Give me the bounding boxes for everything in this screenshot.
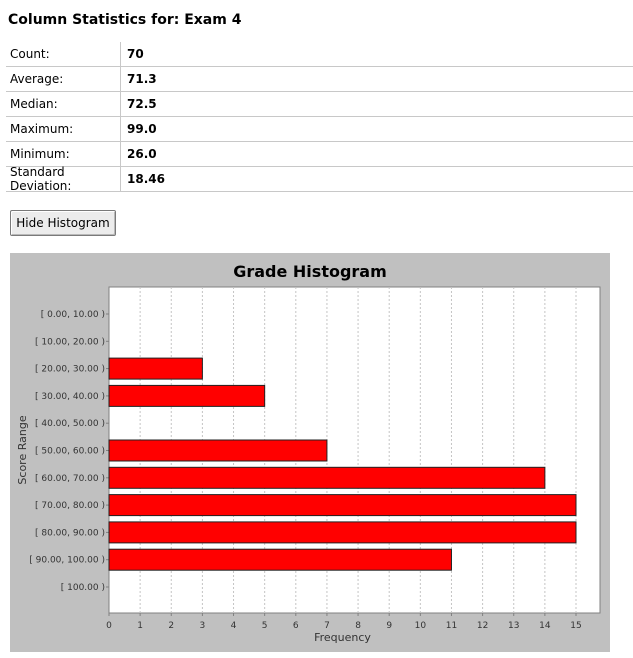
stats-value: 72.5 bbox=[127, 97, 157, 111]
stats-label: Maximum: bbox=[6, 117, 121, 141]
histogram-bar bbox=[109, 495, 576, 516]
chart-title: Grade Histogram bbox=[233, 262, 387, 281]
y-category-label: [ 50.00, 60.00 ) bbox=[35, 446, 105, 457]
histogram-bar bbox=[109, 440, 327, 461]
histogram-bar bbox=[109, 549, 451, 570]
x-tick-label: 4 bbox=[230, 621, 237, 631]
x-tick-label: 1 bbox=[137, 621, 144, 631]
histogram-bar bbox=[109, 467, 545, 488]
stats-value: 70 bbox=[127, 47, 144, 61]
y-category-label: [ 100.00 ) bbox=[60, 583, 105, 593]
grade-histogram-chart bbox=[10, 253, 610, 652]
stats-row-average bbox=[6, 67, 633, 92]
x-tick-label: 14 bbox=[539, 621, 551, 631]
x-tick-label: 2 bbox=[168, 621, 175, 631]
stats-label: Minimum: bbox=[6, 142, 121, 166]
stats-row-count bbox=[6, 42, 633, 67]
x-tick-label: 10 bbox=[414, 621, 427, 631]
x-tick-label: 12 bbox=[476, 621, 489, 631]
stats-value: 71.3 bbox=[127, 72, 157, 86]
hide-histogram-button[interactable]: Hide Histogram bbox=[10, 210, 116, 236]
x-tick-label: 8 bbox=[355, 621, 361, 631]
histogram-bar bbox=[109, 358, 202, 379]
y-axis-label: Score Range bbox=[16, 415, 29, 485]
histogram-bar bbox=[109, 522, 576, 543]
y-category-label: [ 10.00, 20.00 ) bbox=[35, 337, 105, 348]
x-tick-label: 0 bbox=[106, 621, 112, 631]
stats-value: 26.0 bbox=[127, 147, 157, 161]
y-category-label: [ 0.00, 10.00 ) bbox=[40, 310, 105, 320]
stats-label: Count: bbox=[6, 42, 121, 66]
stats-label: Median: bbox=[6, 92, 121, 116]
y-category-label: [ 60.00, 70.00 ) bbox=[35, 473, 105, 484]
x-tick-label: 13 bbox=[508, 621, 520, 631]
x-tick-label: 9 bbox=[386, 621, 393, 631]
y-category-label: [ 70.00, 80.00 ) bbox=[35, 501, 105, 512]
y-category-label: [ 80.00, 90.00 ) bbox=[35, 528, 105, 539]
histogram-panel bbox=[10, 253, 610, 652]
stats-row-std-dev bbox=[6, 167, 633, 192]
y-category-label: [ 30.00, 40.00 ) bbox=[35, 391, 105, 402]
stats-table bbox=[6, 42, 633, 192]
x-tick-label: 5 bbox=[261, 621, 268, 631]
stats-label: Standard Deviation: bbox=[6, 167, 121, 191]
x-tick-label: 11 bbox=[445, 621, 458, 631]
x-tick-label: 6 bbox=[292, 621, 299, 631]
histogram-bar bbox=[109, 385, 265, 406]
y-category-label: [ 40.00, 50.00 ) bbox=[35, 419, 105, 430]
stats-label: Average: bbox=[6, 67, 121, 91]
x-tick-label: 15 bbox=[570, 621, 582, 631]
stats-value: 18.46 bbox=[127, 172, 165, 186]
y-category-label: [ 20.00, 30.00 ) bbox=[35, 364, 105, 375]
stats-row-maximum bbox=[6, 117, 633, 142]
stats-row-median bbox=[6, 92, 633, 117]
y-category-label: [ 90.00, 100.00 ) bbox=[29, 555, 105, 566]
x-tick-label: 7 bbox=[324, 621, 330, 631]
page-title: Column Statistics for: Exam 4 bbox=[8, 12, 242, 28]
x-tick-label: 3 bbox=[199, 621, 206, 631]
stats-row-minimum bbox=[6, 142, 633, 167]
x-axis-label: Frequency bbox=[314, 631, 371, 644]
stats-value: 99.0 bbox=[127, 122, 157, 136]
